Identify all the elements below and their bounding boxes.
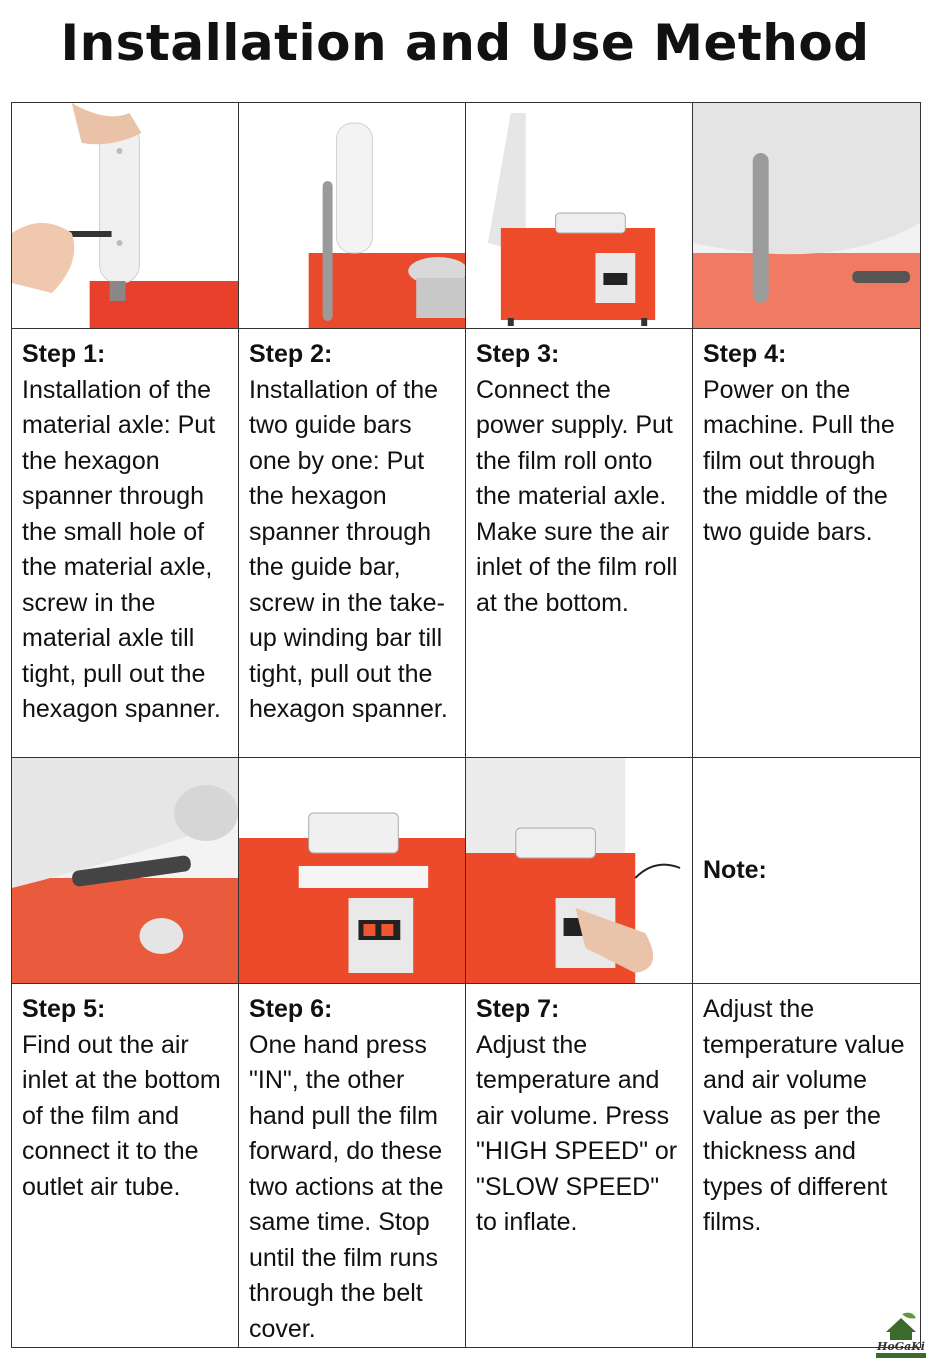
- step-3-image-cell: [466, 103, 693, 329]
- step-3-title: Step 3:: [476, 340, 560, 368]
- step-3-text: Connect the power supply. Put the film roll onto the material axle. Make sure the air inlet of the film roll at the bottom.: [476, 375, 678, 617]
- step-1-image-cell: [12, 103, 239, 329]
- hand-inserting-spanner-into-axle-photo: [12, 103, 238, 328]
- step-7-title: Step 7:: [476, 995, 560, 1023]
- control-panel-display-photo: [239, 758, 465, 983]
- note-text: Adjust the temperature value and air volume value as per the thickness and types of different films.: [703, 995, 905, 1236]
- step-2-text: Installation of the two guide bars one by one: Put the hexagon spanner through the guide bar, screw in the take-up winding bar till tight, pull out the hexagon spanner.: [249, 375, 448, 723]
- step-3-cell: [466, 329, 693, 758]
- machine-with-film-roll-photo: [466, 103, 692, 328]
- step-7-image-cell: [466, 758, 693, 984]
- step-7-cell: [466, 984, 693, 1348]
- hogaki-logo: [872, 1310, 930, 1362]
- step-5-title: Step 5:: [22, 995, 106, 1023]
- step-5-text: Find out the air inlet at the bottom of the film and connect it to the outlet air tube.: [22, 1030, 221, 1201]
- note-label-cell: [693, 758, 921, 984]
- step-6-image-cell: [239, 758, 466, 984]
- instruction-table: [11, 102, 921, 1348]
- step-5-image-cell: [12, 758, 239, 984]
- svg-text:HoGaKi: HoGaKi: [877, 1340, 925, 1353]
- page-title: Installation and Use Method: [60, 14, 870, 72]
- step-2-image-cell: [239, 103, 466, 329]
- step-1-text: Installation of the material axle: Put the hexagon spanner through the small hole of the material axle, screw in the material axle till tight, pull out the hexagon spanner.: [22, 375, 221, 723]
- step-6-title: Step 6:: [249, 995, 333, 1023]
- step-4-text: Power on the machine. Pull the film out through the middle of the two guide bars.: [703, 375, 895, 546]
- step-2-title: Step 2:: [249, 340, 333, 368]
- step-4-title: Step 4:: [703, 340, 787, 368]
- step-6-text: One hand press "IN", the other hand pull the film forward, do these two actions at the same time. Stop until the film runs through the belt cover.: [249, 1030, 444, 1343]
- step-1-cell: [12, 329, 239, 758]
- air-tube-connection-photo: [12, 758, 238, 983]
- step-7-text: Adjust the temperature and air volume. Press "HIGH SPEED" or "SLOW SPEED" to inflate.: [476, 1030, 678, 1236]
- step-6-cell: [239, 984, 466, 1348]
- step-4-cell: [693, 329, 921, 758]
- step-2-cell: [239, 329, 466, 758]
- film-between-guide-bars-photo: [693, 103, 920, 328]
- step-4-image-cell: [693, 103, 921, 329]
- note-text-cell: [693, 984, 921, 1348]
- finger-pressing-button-photo: [466, 758, 692, 983]
- step-5-cell: [12, 984, 239, 1348]
- note-label: Note:: [703, 856, 767, 884]
- step-1-title: Step 1:: [22, 340, 106, 368]
- guide-bar-and-axle-photo: [239, 103, 465, 328]
